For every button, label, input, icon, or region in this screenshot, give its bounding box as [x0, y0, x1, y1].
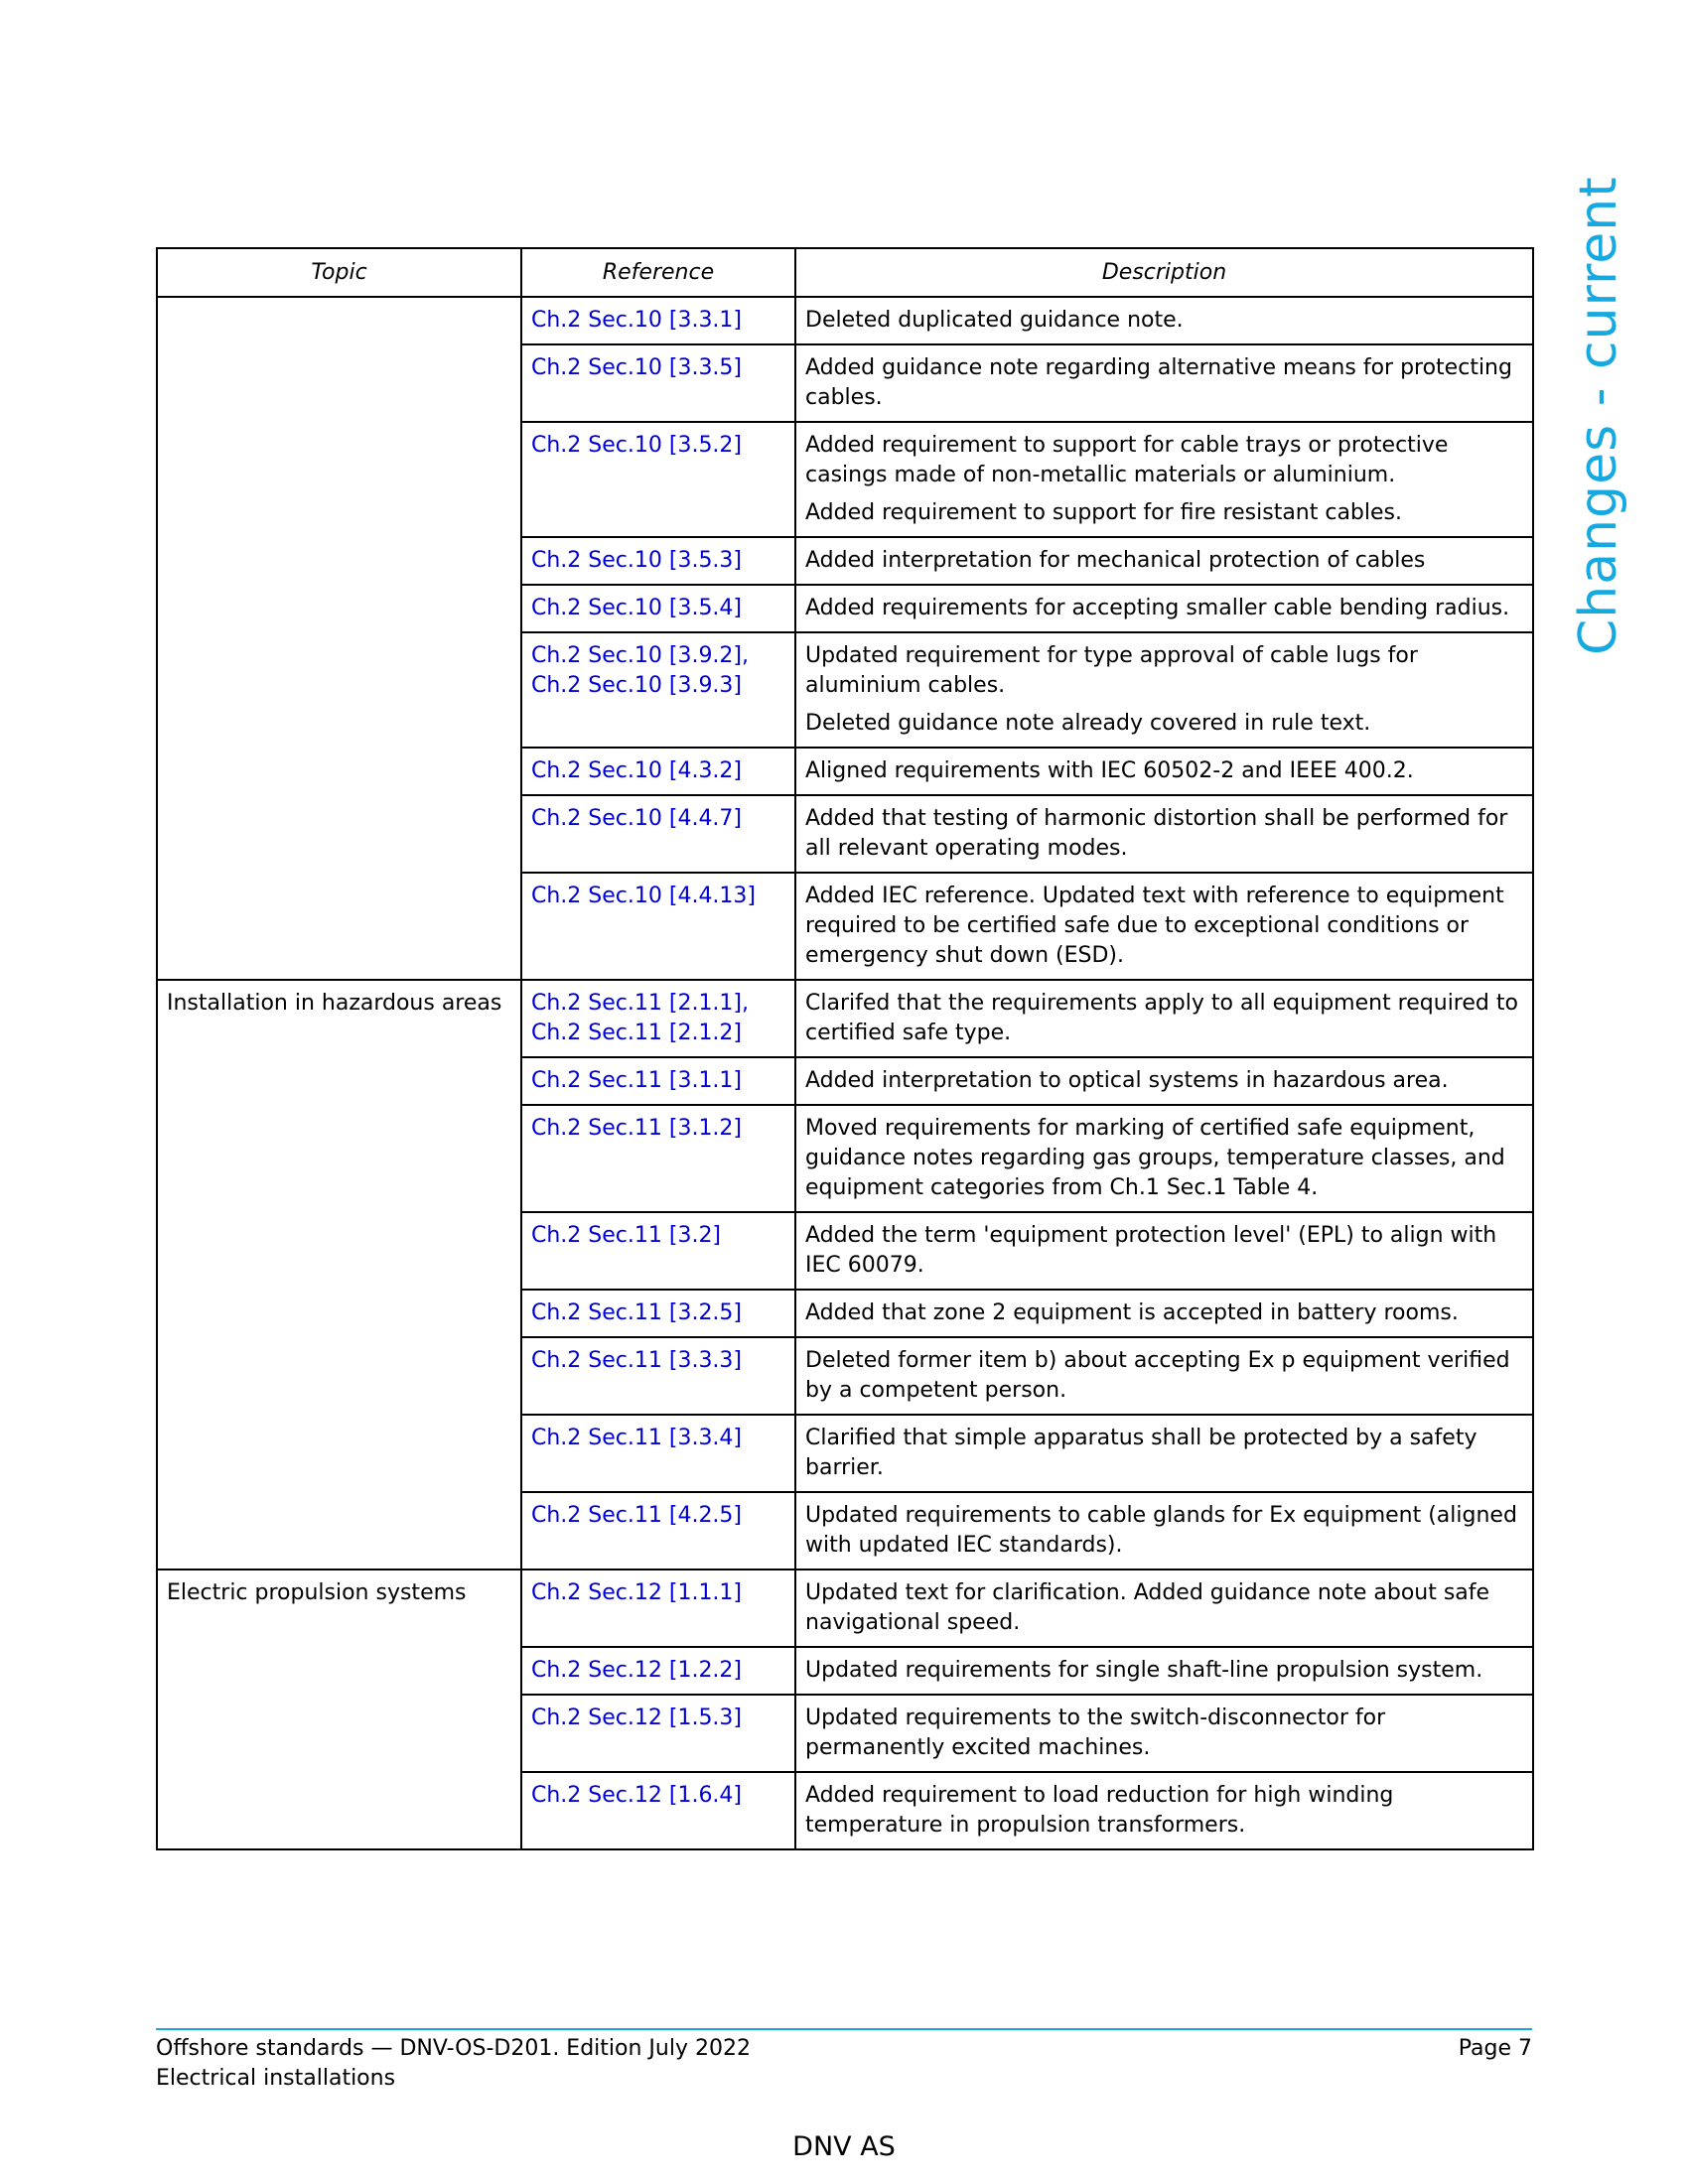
reference-cell: [521, 537, 795, 585]
table-row: [157, 1570, 1533, 1647]
description-text: Added interpretation for mechanical protection of cables: [805, 548, 1426, 573]
description-text: Updated requirements for single shaft-line propulsion system.: [805, 1658, 1483, 1683]
reference-link[interactable]: Ch.2 Sec.12 [1.1.1]: [531, 1580, 743, 1605]
reference-cell: [521, 873, 795, 980]
header-description: Description: [795, 248, 1533, 297]
table-body: [157, 297, 1533, 1849]
topic-cell: [157, 585, 521, 632]
reference-link[interactable]: Ch.2 Sec.10 [3.3.5]: [531, 355, 743, 380]
description-text: Added guidance note regarding alternative means for protecting cables.: [805, 355, 1512, 410]
reference-cell: [521, 297, 795, 344]
reference-link[interactable]: Ch.2 Sec.10 [3.3.1]: [531, 308, 743, 333]
topic-cell: Electric propulsion systems: [157, 1570, 521, 1647]
reference-cell: [521, 1105, 795, 1212]
description-text: Deleted former item b) about accepting Ex p equipment verified by a competent person.: [805, 1348, 1510, 1403]
reference-cell: [521, 1212, 795, 1290]
topic-cell: [157, 1057, 521, 1105]
table-row: [157, 980, 1533, 1057]
reference-cell: [521, 1570, 795, 1647]
description-text: Aligned requirements with IEC 60502-2 and IEEE 400.2.: [805, 758, 1414, 783]
table-row: [157, 344, 1533, 422]
reference-link[interactable]: Ch.2 Sec.10 [3.5.2]: [531, 433, 743, 458]
description-text: Deleted duplicated guidance note.: [805, 308, 1184, 333]
reference-cell: [521, 1492, 795, 1570]
description-text: Deleted guidance note already covered in rule text.: [805, 711, 1371, 736]
header-topic: Topic: [157, 248, 521, 297]
table-row: [157, 422, 1533, 537]
reference-cell: [521, 980, 795, 1057]
footer-document-info: [156, 2034, 751, 2094]
description-cell: [795, 1290, 1533, 1337]
reference-link[interactable]: Ch.2 Sec.11 [3.1.1]: [531, 1068, 743, 1093]
description-text: Added requirement to load reduction for high winding temperature in propulsion transformers.: [805, 1783, 1394, 1838]
table-row: [157, 748, 1533, 795]
topic-cell: [157, 748, 521, 795]
topic-cell: [157, 1290, 521, 1337]
description-text: Added requirement to support for cable trays or protective casings made of non-metallic materials or aluminium.: [805, 433, 1449, 487]
topic-cell: [157, 632, 521, 748]
description-cell: [795, 422, 1533, 537]
reference-link[interactable]: Ch.2 Sec.10 [4.3.2]: [531, 758, 743, 783]
reference-link[interactable]: Ch.2 Sec.10 [3.9.3]: [531, 673, 743, 698]
table-row: [157, 1492, 1533, 1570]
description-text: Clarified that simple apparatus shall be protected by a safety barrier.: [805, 1426, 1477, 1480]
description-cell: [795, 1212, 1533, 1290]
reference-link[interactable]: Ch.2 Sec.10 [4.4.13]: [531, 884, 757, 908]
description-cell: [795, 980, 1533, 1057]
changes-table: [156, 247, 1534, 1850]
table-row: [157, 1105, 1533, 1212]
table-row: [157, 1647, 1533, 1695]
topic-cell: [157, 1695, 521, 1772]
reference-link[interactable]: Ch.2 Sec.10 [3.5.4]: [531, 596, 743, 620]
description-cell: [795, 1337, 1533, 1415]
reference-cell: [521, 1415, 795, 1492]
description-cell: [795, 1772, 1533, 1849]
footer-standard-title: Offshore standards — DNV-OS-D201. Edition July 2022: [156, 2036, 751, 2061]
reference-link[interactable]: Ch.2 Sec.11 [3.3.3]: [531, 1348, 743, 1373]
description-text: Added requirements for accepting smaller cable bending radius.: [805, 596, 1510, 620]
description-text: Clarifed that the requirements apply to all equipment required to certified safe type.: [805, 991, 1518, 1045]
reference-link[interactable]: Ch.2 Sec.11 [3.2.5]: [531, 1300, 743, 1325]
topic-cell: [157, 537, 521, 585]
footer-document-subtitle: Electrical installations: [156, 2066, 396, 2091]
reference-link[interactable]: Ch.2 Sec.12 [1.6.4]: [531, 1783, 743, 1808]
table-row: [157, 1415, 1533, 1492]
reference-link[interactable]: Ch.2 Sec.11 [2.1.2]: [531, 1021, 743, 1045]
table-row: [157, 1290, 1533, 1337]
table-row: [157, 297, 1533, 344]
description-cell: [795, 1647, 1533, 1695]
topic-cell: [157, 344, 521, 422]
table-header-row: [157, 248, 1533, 297]
table-row: [157, 537, 1533, 585]
description-cell: [795, 873, 1533, 980]
description-cell: [795, 1105, 1533, 1212]
table-row: [157, 1337, 1533, 1415]
topic-cell: Installation in hazardous areas: [157, 980, 521, 1057]
footer-page-number: Page 7: [1458, 2036, 1532, 2061]
table-row: [157, 585, 1533, 632]
topic-cell: [157, 1212, 521, 1290]
description-text: Added IEC reference. Updated text with reference to equipment required to be certified safe due to exceptional conditions or emergency shut down (ESD).: [805, 884, 1504, 968]
topic-cell: [157, 1337, 521, 1415]
reference-link[interactable]: Ch.2 Sec.11 [3.3.4]: [531, 1426, 743, 1450]
reference-link[interactable]: Ch.2 Sec.11 [3.1.2]: [531, 1116, 743, 1141]
side-label: Changes - current: [1569, 176, 1628, 655]
reference-link[interactable]: Ch.2 Sec.11 [4.2.5]: [531, 1503, 743, 1528]
description-cell: [795, 1695, 1533, 1772]
table-row: [157, 632, 1533, 748]
description-cell: [795, 297, 1533, 344]
table-row: [157, 1212, 1533, 1290]
description-text: Updated requirements to cable glands for Ex equipment (aligned with updated IEC standards).: [805, 1503, 1517, 1558]
topic-cell: [157, 1105, 521, 1212]
reference-link[interactable]: Ch.2 Sec.11 [3.2]: [531, 1223, 722, 1248]
description-text: Updated requirements to the switch-disconnector for permanently excited machines.: [805, 1706, 1386, 1760]
reference-cell: [521, 1647, 795, 1695]
reference-cell: [521, 585, 795, 632]
table-row: [157, 795, 1533, 873]
table-row: [157, 1057, 1533, 1105]
topic-cell: [157, 422, 521, 537]
reference-link[interactable]: Ch.2 Sec.10 [3.5.3]: [531, 548, 743, 573]
reference-cell: [521, 1772, 795, 1849]
reference-cell: [521, 795, 795, 873]
reference-link[interactable]: Ch.2 Sec.12 [1.2.2]: [531, 1658, 743, 1683]
description-text: Added the term 'equipment protection level' (EPL) to align with IEC 60079.: [805, 1223, 1497, 1278]
description-text: Added that testing of harmonic distortion shall be performed for all relevant operating modes.: [805, 806, 1508, 861]
reference-cell: [521, 1057, 795, 1105]
footer-company: DNV AS: [792, 2131, 896, 2162]
reference-cell: [521, 422, 795, 537]
footer-divider: [156, 2028, 1532, 2030]
description-text: Updated text for clarification. Added guidance note about safe navigational speed.: [805, 1580, 1490, 1635]
topic-cell: [157, 873, 521, 980]
description-cell: [795, 748, 1533, 795]
topic-cell: [157, 1415, 521, 1492]
reference-link[interactable]: Ch.2 Sec.10 [4.4.7]: [531, 806, 743, 831]
topic-cell: [157, 297, 521, 344]
topic-cell: [157, 1772, 521, 1849]
reference-link[interactable]: Ch.2 Sec.11 [2.1.1],: [531, 991, 750, 1016]
description-text: Added interpretation to optical systems in hazardous area.: [805, 1068, 1449, 1093]
description-text: Moved requirements for marking of certified safe equipment, guidance notes regarding gas groups, temperature classes, and equipment categories from Ch.1 Sec.1 Table 4.: [805, 1116, 1505, 1200]
reference-link[interactable]: Ch.2 Sec.12 [1.5.3]: [531, 1706, 743, 1730]
reference-cell: [521, 1337, 795, 1415]
reference-cell: [521, 344, 795, 422]
header-reference: Reference: [521, 248, 795, 297]
description-text: Added that zone 2 equipment is accepted in battery rooms.: [805, 1300, 1459, 1325]
reference-cell: [521, 748, 795, 795]
description-cell: [795, 537, 1533, 585]
description-cell: [795, 344, 1533, 422]
table-row: [157, 1772, 1533, 1849]
description-cell: [795, 1570, 1533, 1647]
topic-cell: [157, 1647, 521, 1695]
reference-cell: [521, 632, 795, 748]
description-cell: [795, 632, 1533, 748]
description-cell: [795, 795, 1533, 873]
reference-cell: [521, 1290, 795, 1337]
description-cell: [795, 1057, 1533, 1105]
description-cell: [795, 1492, 1533, 1570]
description-text: Updated requirement for type approval of cable lugs for aluminium cables.: [805, 643, 1418, 698]
description-cell: [795, 1415, 1533, 1492]
table-row: [157, 1695, 1533, 1772]
reference-cell: [521, 1695, 795, 1772]
topic-cell: [157, 1492, 521, 1570]
reference-link[interactable]: Ch.2 Sec.10 [3.9.2],: [531, 643, 750, 668]
description-cell: [795, 585, 1533, 632]
topic-cell: [157, 795, 521, 873]
description-text: Added requirement to support for fire resistant cables.: [805, 500, 1403, 525]
table-row: [157, 873, 1533, 980]
